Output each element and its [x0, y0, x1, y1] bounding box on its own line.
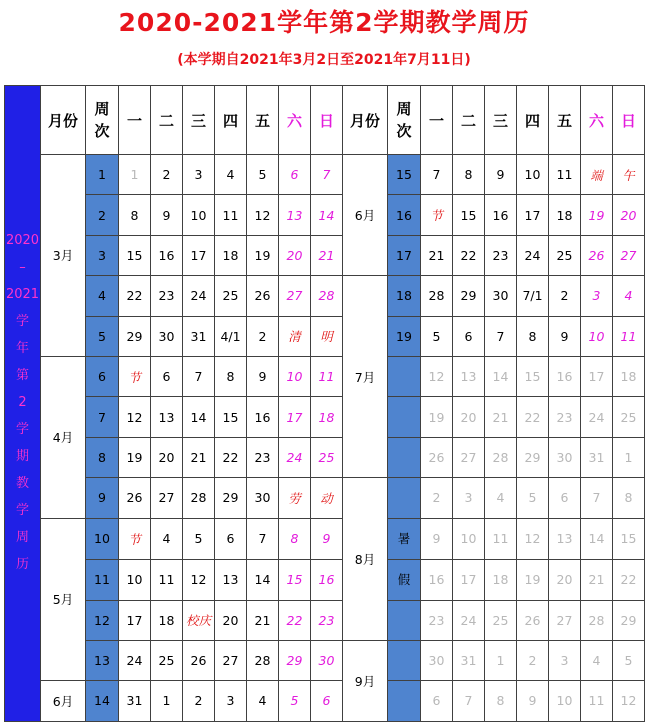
day-cell: 12: [119, 397, 151, 437]
day-cell: 20: [549, 559, 581, 600]
week-row: [5, 397, 645, 437]
day-cell: 28: [311, 276, 343, 316]
day-cell: 7: [183, 356, 215, 396]
side-char: 教: [15, 475, 29, 491]
side-char: 学: [15, 502, 29, 518]
week-number: 7: [86, 397, 119, 437]
header-row: [5, 86, 645, 155]
day-cell: 9: [517, 681, 549, 721]
day-cell: 27: [613, 235, 645, 275]
day-cell: 27: [549, 600, 581, 640]
day-cell: 7: [485, 316, 517, 356]
week-number: [388, 478, 421, 518]
week-number: 2: [86, 195, 119, 235]
day-cell: 20: [151, 437, 183, 477]
day-cell: 24: [453, 600, 485, 640]
day-cell: 21: [485, 397, 517, 437]
left-day-header: 二: [151, 86, 183, 155]
day-cell: 3: [581, 276, 613, 316]
day-cell: 4: [247, 681, 279, 721]
day-cell: 1: [119, 155, 151, 195]
side-char: 学: [15, 421, 29, 437]
right-day-header: 三: [485, 86, 517, 155]
day-cell: 31: [581, 437, 613, 477]
vacation-label-2: 假: [388, 559, 421, 600]
day-cell: 25: [485, 600, 517, 640]
week-row: [5, 356, 645, 396]
day-cell: 30: [311, 640, 343, 680]
left-week-header: [86, 86, 119, 155]
left-day-header: 日: [311, 86, 343, 155]
day-cell: 8: [453, 155, 485, 195]
right-week-header: [388, 86, 421, 155]
day-cell: 26: [517, 600, 549, 640]
day-cell: 节: [119, 518, 151, 559]
day-cell: 16: [247, 397, 279, 437]
day-cell: 4: [581, 640, 613, 680]
day-cell: 26: [119, 478, 151, 518]
day-cell: 端: [581, 155, 613, 195]
day-cell: 30: [549, 437, 581, 477]
day-cell: 28: [183, 478, 215, 518]
day-cell: 7: [311, 155, 343, 195]
day-cell: 18: [215, 235, 247, 275]
side-char: 年: [15, 341, 29, 356]
day-cell: 10: [517, 155, 549, 195]
day-cell: 29: [215, 478, 247, 518]
day-cell: 27: [215, 640, 247, 680]
day-cell: 30: [151, 316, 183, 356]
day-cell: 23: [151, 276, 183, 316]
month-cell: 4月: [41, 356, 86, 518]
day-cell: 18: [485, 559, 517, 600]
day-cell: 8: [517, 316, 549, 356]
day-cell: 25: [151, 640, 183, 680]
week-number: 15: [388, 155, 421, 195]
week-row: [5, 640, 645, 680]
week-row: [5, 518, 645, 559]
day-cell: 20: [215, 600, 247, 640]
week-number: 6: [86, 356, 119, 396]
day-cell: 23: [311, 600, 343, 640]
day-cell: 22: [119, 276, 151, 316]
week-row: [5, 681, 645, 721]
day-cell: 校庆: [183, 600, 215, 640]
month-cell: 9月: [343, 640, 388, 721]
day-cell: 劳: [279, 478, 311, 518]
day-cell: 26: [247, 276, 279, 316]
day-cell: 13: [279, 195, 311, 235]
month-cell: 5月: [41, 518, 86, 681]
day-cell: 14: [581, 518, 613, 559]
day-cell: 29: [613, 600, 645, 640]
day-cell: 25: [549, 235, 581, 275]
week-header-line: 周: [94, 100, 110, 118]
day-cell: 14: [183, 397, 215, 437]
day-cell: 5: [613, 640, 645, 680]
day-cell: 6: [279, 155, 311, 195]
day-cell: 31: [119, 681, 151, 721]
day-cell: 29: [119, 316, 151, 356]
day-cell: 15: [215, 397, 247, 437]
right-day-header: 五: [549, 86, 581, 155]
day-cell: 6: [549, 478, 581, 518]
day-cell: 16: [311, 559, 343, 600]
week-number: 19: [388, 316, 421, 356]
week-number: 3: [86, 235, 119, 275]
day-cell: 2: [549, 276, 581, 316]
day-cell: 2: [247, 316, 279, 356]
day-cell: 7: [581, 478, 613, 518]
day-cell: 6: [215, 518, 247, 559]
day-cell: 13: [549, 518, 581, 559]
day-cell: 17: [453, 559, 485, 600]
day-cell: 8: [119, 195, 151, 235]
day-cell: 清: [279, 316, 311, 356]
right-day-header: 二: [453, 86, 485, 155]
day-cell: 12: [183, 559, 215, 600]
day-cell: 10: [549, 681, 581, 721]
day-cell: 31: [453, 640, 485, 680]
right-day-header: 六: [581, 86, 613, 155]
day-cell: 2: [183, 681, 215, 721]
day-cell: 13: [215, 559, 247, 600]
day-cell: 4: [613, 276, 645, 316]
day-cell: 11: [613, 316, 645, 356]
day-cell: 29: [517, 437, 549, 477]
day-cell: 3: [549, 640, 581, 680]
week-number: [388, 356, 421, 396]
day-cell: 12: [613, 681, 645, 721]
day-cell: 9: [421, 518, 453, 559]
day-cell: 24: [581, 397, 613, 437]
week-row: [5, 235, 645, 275]
week-number: 18: [388, 276, 421, 316]
page-subtitle: (本学期自2021年3月2日至2021年7月11日): [177, 52, 471, 68]
day-cell: 6: [453, 316, 485, 356]
week-row: [5, 276, 645, 316]
day-cell: 25: [215, 276, 247, 316]
day-cell: 5: [279, 681, 311, 721]
day-cell: 9: [151, 195, 183, 235]
day-cell: 10: [119, 559, 151, 600]
day-cell: 12: [247, 195, 279, 235]
day-cell: 16: [485, 195, 517, 235]
month-cell: 6月: [343, 155, 388, 276]
day-cell: 30: [421, 640, 453, 680]
day-cell: 4: [485, 478, 517, 518]
day-cell: 28: [581, 600, 613, 640]
day-cell: 3: [453, 478, 485, 518]
day-cell: 23: [247, 437, 279, 477]
week-row: [5, 316, 645, 356]
day-cell: 18: [613, 356, 645, 396]
day-cell: 20: [613, 195, 645, 235]
day-cell: 14: [311, 195, 343, 235]
day-cell: 9: [485, 155, 517, 195]
day-cell: 20: [279, 235, 311, 275]
day-cell: 17: [183, 235, 215, 275]
day-cell: 19: [421, 397, 453, 437]
week-row: [5, 437, 645, 477]
right-month-header: 月份: [343, 86, 388, 155]
day-cell: 18: [151, 600, 183, 640]
day-cell: 5: [247, 155, 279, 195]
week-row: [5, 155, 645, 195]
day-cell: 19: [119, 437, 151, 477]
day-cell: 3: [183, 155, 215, 195]
left-day-header: 一: [119, 86, 151, 155]
day-cell: 12: [421, 356, 453, 396]
week-number: 14: [86, 681, 119, 721]
day-cell: 30: [485, 276, 517, 316]
day-cell: 11: [549, 155, 581, 195]
day-cell: 18: [311, 397, 343, 437]
day-cell: 27: [453, 437, 485, 477]
week-number: 10: [86, 518, 119, 559]
day-cell: 13: [151, 397, 183, 437]
side-char: 周: [15, 529, 29, 545]
left-day-header: 三: [183, 86, 215, 155]
day-cell: 26: [183, 640, 215, 680]
vacation-label-1: 暑: [388, 518, 421, 559]
day-cell: 9: [549, 316, 581, 356]
week-number: 12: [86, 600, 119, 640]
day-cell: 25: [613, 397, 645, 437]
side-char: 2020: [5, 233, 40, 249]
day-cell: 5: [517, 478, 549, 518]
week-number: 9: [86, 478, 119, 518]
left-day-header: 五: [247, 86, 279, 155]
day-cell: 4: [151, 518, 183, 559]
day-cell: 21: [247, 600, 279, 640]
week-number: 5: [86, 316, 119, 356]
day-cell: 16: [549, 356, 581, 396]
day-cell: 22: [453, 235, 485, 275]
day-cell: 8: [485, 681, 517, 721]
side-char: 2021: [5, 287, 40, 303]
semester-side-label: [5, 86, 41, 722]
day-cell: 22: [279, 600, 311, 640]
week-row: [5, 559, 645, 600]
day-cell: 19: [247, 235, 279, 275]
day-cell: 24: [517, 235, 549, 275]
day-cell: 14: [485, 356, 517, 396]
day-cell: 5: [421, 316, 453, 356]
day-cell: 24: [183, 276, 215, 316]
day-cell: 11: [311, 356, 343, 396]
day-cell: 21: [421, 235, 453, 275]
day-cell: 1: [151, 681, 183, 721]
week-header-line: 次: [94, 122, 110, 140]
day-cell: 节: [119, 356, 151, 396]
day-cell: 15: [453, 195, 485, 235]
day-cell: 21: [581, 559, 613, 600]
day-cell: 7: [421, 155, 453, 195]
day-cell: 16: [421, 559, 453, 600]
day-cell: 29: [453, 276, 485, 316]
week-number: 17: [388, 235, 421, 275]
day-cell: 15: [613, 518, 645, 559]
day-cell: 11: [215, 195, 247, 235]
week-row: [5, 600, 645, 640]
calendar-table: [4, 85, 645, 722]
day-cell: 17: [119, 600, 151, 640]
day-cell: 9: [311, 518, 343, 559]
day-cell: 2: [421, 478, 453, 518]
side-char: 历: [15, 556, 29, 572]
day-cell: 2: [151, 155, 183, 195]
side-char: 第: [15, 367, 29, 383]
day-cell: 17: [517, 195, 549, 235]
day-cell: 6: [311, 681, 343, 721]
day-cell: 28: [247, 640, 279, 680]
day-cell: 24: [279, 437, 311, 477]
day-cell: 26: [421, 437, 453, 477]
day-cell: 明: [311, 316, 343, 356]
day-cell: 26: [581, 235, 613, 275]
day-cell: 动: [311, 478, 343, 518]
side-char: 期: [15, 448, 29, 464]
day-cell: 27: [151, 478, 183, 518]
day-cell: 31: [183, 316, 215, 356]
side-char: –: [19, 260, 26, 276]
day-cell: 8: [613, 478, 645, 518]
day-cell: 15: [279, 559, 311, 600]
day-cell: 23: [485, 235, 517, 275]
week-number: [388, 437, 421, 477]
day-cell: 4: [215, 155, 247, 195]
week-row: [5, 478, 645, 518]
day-cell: 19: [581, 195, 613, 235]
right-day-header: 日: [613, 86, 645, 155]
left-day-header: 六: [279, 86, 311, 155]
week-number: 4: [86, 276, 119, 316]
day-cell: 10: [183, 195, 215, 235]
day-cell: 10: [279, 356, 311, 396]
day-cell: 节: [421, 195, 453, 235]
right-day-header: 一: [421, 86, 453, 155]
day-cell: 11: [581, 681, 613, 721]
week-number: 13: [86, 640, 119, 680]
day-cell: 2: [517, 640, 549, 680]
day-cell: 22: [517, 397, 549, 437]
day-cell: 20: [453, 397, 485, 437]
day-cell: 1: [613, 437, 645, 477]
day-cell: 22: [215, 437, 247, 477]
day-cell: 23: [421, 600, 453, 640]
day-cell: 27: [279, 276, 311, 316]
day-cell: 15: [517, 356, 549, 396]
week-number: [388, 600, 421, 640]
day-cell: 3: [215, 681, 247, 721]
day-cell: 15: [119, 235, 151, 275]
day-cell: 4/1: [215, 316, 247, 356]
day-cell: 5: [183, 518, 215, 559]
month-cell: 6月: [41, 681, 86, 721]
side-char: 2: [18, 394, 27, 410]
day-cell: 16: [151, 235, 183, 275]
week-header-line: 周: [396, 100, 412, 118]
month-cell: 8月: [343, 478, 388, 641]
day-cell: 9: [247, 356, 279, 396]
day-cell: 22: [613, 559, 645, 600]
day-cell: 12: [517, 518, 549, 559]
day-cell: 13: [453, 356, 485, 396]
week-number: 8: [86, 437, 119, 477]
side-char: 学: [15, 314, 29, 330]
month-cell: 7月: [343, 276, 388, 478]
day-cell: 14: [247, 559, 279, 600]
week-header-line: 次: [396, 122, 412, 140]
day-cell: 18: [549, 195, 581, 235]
day-cell: 7/1: [517, 276, 549, 316]
day-cell: 29: [279, 640, 311, 680]
day-cell: 8: [215, 356, 247, 396]
week-number: 1: [86, 155, 119, 195]
day-cell: 午: [613, 155, 645, 195]
day-cell: 7: [453, 681, 485, 721]
day-cell: 1: [485, 640, 517, 680]
left-day-header: 四: [215, 86, 247, 155]
day-cell: 17: [279, 397, 311, 437]
week-number: 11: [86, 559, 119, 600]
week-number: [388, 681, 421, 721]
day-cell: 6: [421, 681, 453, 721]
week-row: [5, 195, 645, 235]
day-cell: 10: [453, 518, 485, 559]
day-cell: 28: [421, 276, 453, 316]
week-number: 16: [388, 195, 421, 235]
day-cell: 21: [183, 437, 215, 477]
day-cell: 6: [151, 356, 183, 396]
day-cell: 8: [279, 518, 311, 559]
month-cell: 3月: [41, 155, 86, 357]
day-cell: 25: [311, 437, 343, 477]
day-cell: 30: [247, 478, 279, 518]
right-day-header: 四: [517, 86, 549, 155]
day-cell: 19: [517, 559, 549, 600]
week-number: [388, 397, 421, 437]
day-cell: 11: [485, 518, 517, 559]
day-cell: 23: [549, 397, 581, 437]
day-cell: 11: [151, 559, 183, 600]
left-month-header: 月份: [41, 86, 86, 155]
day-cell: 10: [581, 316, 613, 356]
day-cell: 24: [119, 640, 151, 680]
week-number: [388, 640, 421, 680]
day-cell: 28: [485, 437, 517, 477]
day-cell: 7: [247, 518, 279, 559]
page-title: 2020-2021学年第2学期教学周历: [118, 8, 530, 37]
day-cell: 21: [311, 235, 343, 275]
day-cell: 17: [581, 356, 613, 396]
